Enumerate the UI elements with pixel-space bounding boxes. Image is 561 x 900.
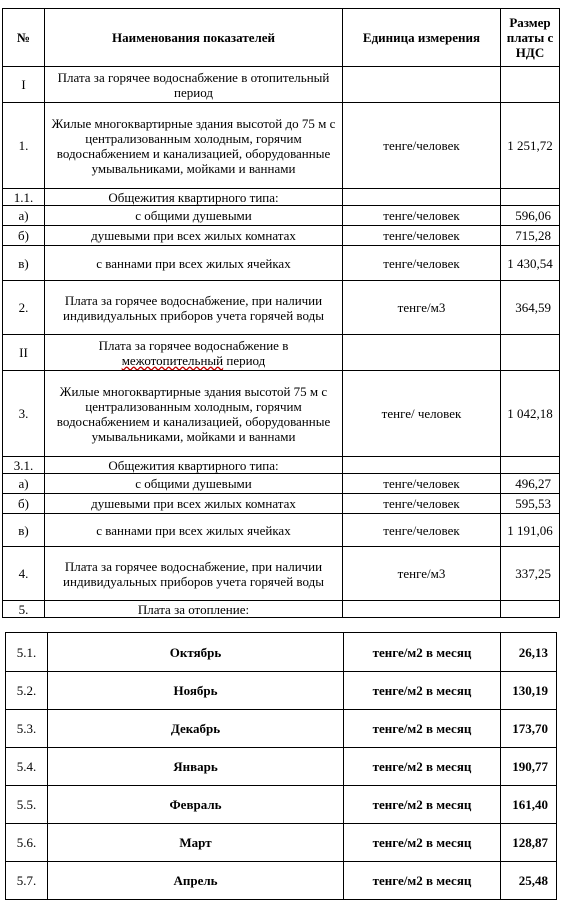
row-unit: тенге/человек [343, 246, 501, 281]
row-unit: тенге/человек [343, 474, 501, 494]
table-row [3, 67, 560, 103]
row-unit: тенге/человек [343, 103, 501, 189]
heating-row [6, 710, 557, 748]
row-value: 1 042,18 [501, 371, 560, 457]
header-row [3, 9, 560, 67]
header-price: Размер платы с НДС [501, 9, 560, 67]
row-value [501, 67, 560, 103]
row-num: 5. [3, 601, 45, 618]
heating-table [5, 632, 557, 900]
row-name: Общежития квартирного типа: [45, 189, 343, 206]
table-row [3, 601, 560, 618]
row-name: Жилые многоквартирные здания высотой 75 м с централизованным холодным, горячим водоснабжением и канализацией, оборудованные умывальниками, мойками и ваннами [45, 371, 343, 457]
heating-month: Февраль [48, 786, 344, 824]
row-value: 496,27 [501, 474, 560, 494]
heating-unit: тенге/м2 в месяц [344, 672, 501, 710]
row-unit: тенге/м3 [343, 281, 501, 335]
row-unit: тенге/человек [343, 206, 501, 226]
row-name: Плата за горячее водоснабжение, при наличии индивидуальных приборов учета горячей воды [45, 281, 343, 335]
table-row [3, 226, 560, 246]
heating-num: 5.5. [6, 786, 48, 824]
heating-value: 128,87 [501, 824, 557, 862]
heating-value: 173,70 [501, 710, 557, 748]
heating-num: 5.4. [6, 748, 48, 786]
row-name: Плата за горячее водоснабжение в отопительный период [45, 67, 343, 103]
heating-row [6, 633, 557, 672]
heating-row [6, 862, 557, 900]
row-name: с общими душевыми [45, 206, 343, 226]
tariff-table [2, 8, 560, 618]
heating-month: Апрель [48, 862, 344, 900]
heating-num: 5.6. [6, 824, 48, 862]
heating-value: 130,19 [501, 672, 557, 710]
table-row [3, 494, 560, 514]
heating-unit: тенге/м2 в месяц [344, 748, 501, 786]
row-name: Плата за горячее водоснабжение, при наличии индивидуальных приборов учета горячей воды [45, 547, 343, 601]
row-value: 595,53 [501, 494, 560, 514]
table-row [3, 189, 560, 206]
row-unit: тенге/человек [343, 514, 501, 547]
heating-num: 5.3. [6, 710, 48, 748]
table-row [3, 371, 560, 457]
row-name-part: период [223, 352, 266, 368]
row-value: 1 191,06 [501, 514, 560, 547]
row-num: б) [3, 226, 45, 246]
heating-row [6, 748, 557, 786]
row-num: 3. [3, 371, 45, 457]
row-unit [343, 457, 501, 474]
row-value: 364,59 [501, 281, 560, 335]
heating-unit: тенге/м2 в месяц [344, 862, 501, 900]
misspelled-word: межотопительный [121, 352, 224, 368]
row-unit [343, 67, 501, 103]
row-num: II [3, 335, 45, 371]
heating-value: 161,40 [501, 786, 557, 824]
row-num: I [3, 67, 45, 103]
row-unit [343, 335, 501, 371]
heating-unit: тенге/м2 в месяц [344, 786, 501, 824]
row-value [501, 457, 560, 474]
row-num: в) [3, 514, 45, 547]
table-row [3, 514, 560, 547]
heating-month: Январь [48, 748, 344, 786]
row-value: 596,06 [501, 206, 560, 226]
row-name: с общими душевыми [45, 474, 343, 494]
row-name: Общежития квартирного типа: [45, 457, 343, 474]
row-name: Жилые многоквартирные здания высотой до 75 м с централизованным холодным, горячим водоснабжением и канализацией, оборудованные умывальниками, мойками и ваннами [45, 103, 343, 189]
heating-value: 190,77 [501, 748, 557, 786]
row-name-part: Плата за горячее водоснабжение в [98, 337, 289, 353]
row-unit: тенге/ человек [343, 371, 501, 457]
table-row [3, 474, 560, 494]
header-name: Наименования показателей [45, 9, 343, 67]
table-row [3, 281, 560, 335]
header-unit: Единица измерения [343, 9, 501, 67]
row-num: 2. [3, 281, 45, 335]
heating-value: 26,13 [501, 633, 557, 672]
heating-unit: тенге/м2 в месяц [344, 710, 501, 748]
row-unit [343, 189, 501, 206]
row-name: с ваннами при всех жилых ячейках [45, 514, 343, 547]
table-row [3, 457, 560, 474]
row-value: 1 430,54 [501, 246, 560, 281]
row-unit: тенге/человек [343, 494, 501, 514]
heating-value: 25,48 [501, 862, 557, 900]
row-num: 1. [3, 103, 45, 189]
row-num: а) [3, 474, 45, 494]
heating-num: 5.2. [6, 672, 48, 710]
heating-unit: тенге/м2 в месяц [344, 824, 501, 862]
row-num: 3.1. [3, 457, 45, 474]
heating-row [6, 786, 557, 824]
row-value [501, 601, 560, 618]
row-num: в) [3, 246, 45, 281]
row-num: б) [3, 494, 45, 514]
table-row [3, 103, 560, 189]
row-num: 4. [3, 547, 45, 601]
row-value [501, 335, 560, 371]
table-row [3, 335, 560, 371]
table-row [3, 206, 560, 226]
row-num: а) [3, 206, 45, 226]
row-name [45, 335, 343, 371]
table-row [3, 246, 560, 281]
row-unit: тенге/человек [343, 226, 501, 246]
row-unit: тенге/м3 [343, 547, 501, 601]
row-name: душевыми при всех жилых комнатах [45, 494, 343, 514]
heating-month: Декабрь [48, 710, 344, 748]
heating-month: Октябрь [48, 633, 344, 672]
row-value [501, 189, 560, 206]
heating-unit: тенге/м2 в месяц [344, 633, 501, 672]
heating-month: Март [48, 824, 344, 862]
table-row [3, 547, 560, 601]
heating-row [6, 672, 557, 710]
row-num: 1.1. [3, 189, 45, 206]
row-value: 337,25 [501, 547, 560, 601]
row-value: 1 251,72 [501, 103, 560, 189]
row-value: 715,28 [501, 226, 560, 246]
heating-num: 5.7. [6, 862, 48, 900]
header-num: № [3, 9, 45, 67]
row-name: с ваннами при всех жилых ячейках [45, 246, 343, 281]
row-name: душевыми при всех жилых комнатах [45, 226, 343, 246]
heating-row [6, 824, 557, 862]
row-name: Плата за отопление: [45, 601, 343, 618]
heating-num: 5.1. [6, 633, 48, 672]
row-unit [343, 601, 501, 618]
heating-month: Ноябрь [48, 672, 344, 710]
